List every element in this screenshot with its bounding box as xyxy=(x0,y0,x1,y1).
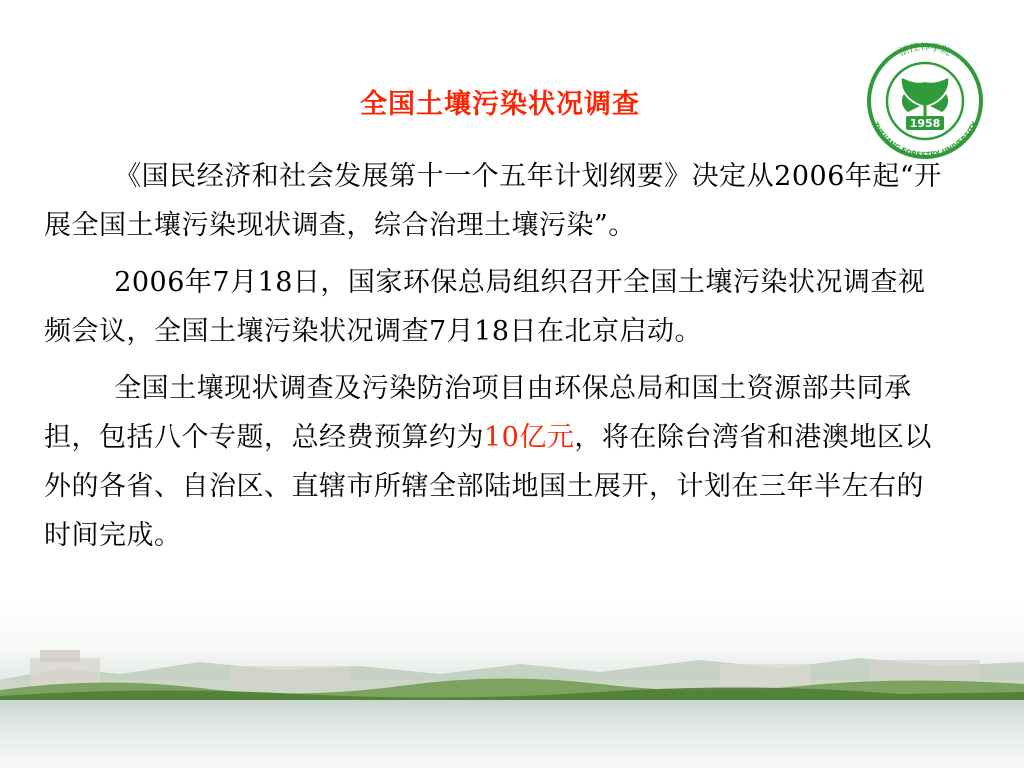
slide-title: 全国土壤污染状况调查 xyxy=(360,89,640,120)
paragraph-text: 2006年7月18日，国家环保总局组织召开全国土壤污染状况调查视频会议，全国土壤污染状况调查7月18日在北京启动。 xyxy=(44,267,926,347)
slide-body xyxy=(44,152,944,568)
lake-water xyxy=(0,700,1024,768)
budget-highlight: 10亿元 xyxy=(484,422,575,453)
paragraph-text: 《国民经济和社会发展第十一个五年计划纲要》决定从2006年起“开展全国土壤污染现状调查，综合治理土壤污染”。 xyxy=(44,161,942,241)
paragraph-budget xyxy=(44,364,944,560)
paragraph-text-before: 全国土壤现状调查及污染防治项目由环保总局和国土资源部共同承担，包括八个专题，总经费预算约为 xyxy=(44,373,912,453)
logo-side-text: ZHEJIANG FORESTRY UNIVERSITY xyxy=(871,120,979,160)
logo-year: 1958 xyxy=(909,117,941,130)
logo-top-text: 浙江林学院 xyxy=(897,42,953,59)
paragraph-plan xyxy=(44,152,944,250)
hills-and-buildings xyxy=(0,640,1024,700)
paragraph-meeting xyxy=(44,258,944,356)
campus-landscape-background xyxy=(0,600,1024,768)
paragraph-text-after: ，将在除台湾省和港澳地区以外的各省、自治区、直辖市所辖全部陆地国土展开，计划在三年半左右的时间完成。 xyxy=(44,422,932,551)
